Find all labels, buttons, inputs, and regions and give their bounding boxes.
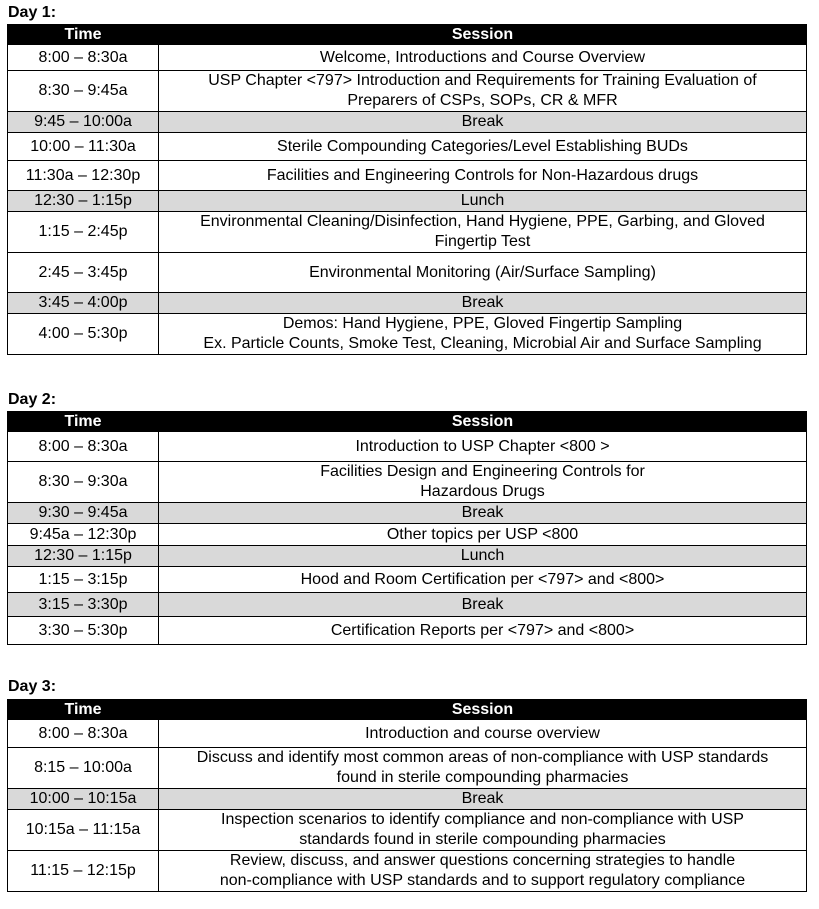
day-2-schedule-table xyxy=(7,411,807,645)
session-cell xyxy=(159,71,807,112)
table-row xyxy=(8,314,807,355)
session-text: Introduction and course overview xyxy=(365,724,600,742)
session-text-line-2: standards found in sterile compounding pharmacies xyxy=(299,831,666,848)
table-row xyxy=(8,253,807,293)
time-cell: 10:00 – 11:30a xyxy=(8,133,159,161)
time-cell: 8:30 – 9:30a xyxy=(8,462,159,503)
session-text-line-2: found in sterile compounding pharmacies xyxy=(336,769,629,786)
time-cell: 11:30a – 12:30p xyxy=(8,161,159,191)
session-text: Demos: Hand Hygiene, PPE, Gloved Fingertip Sampling xyxy=(282,315,683,332)
table-row xyxy=(8,112,807,133)
session-cell xyxy=(159,133,807,161)
time-cell: 8:00 – 8:30a xyxy=(8,432,159,462)
day-1-schedule-table xyxy=(7,24,807,355)
table-row xyxy=(8,462,807,503)
session-cell xyxy=(159,191,807,212)
table-row xyxy=(8,212,807,253)
session-cell xyxy=(159,593,807,617)
time-column-header: Time xyxy=(8,412,159,432)
session-cell xyxy=(159,810,807,851)
session-text: Review, discuss, and answer questions concerning strategies to handle xyxy=(229,852,736,869)
time-column-header: Time xyxy=(8,25,159,45)
session-cell xyxy=(159,314,807,355)
time-cell: 1:15 – 3:15p xyxy=(8,567,159,593)
session-cell xyxy=(159,546,807,567)
table-row xyxy=(8,524,807,546)
time-cell: 3:45 – 4:00p xyxy=(8,293,159,314)
header-row xyxy=(8,412,807,432)
session-text: Hood and Room Certification per <797> and <800> xyxy=(300,570,665,588)
session-cell xyxy=(159,567,807,593)
day-1-label: Day 1: xyxy=(8,4,57,21)
session-cell xyxy=(159,112,807,133)
session-text: Break xyxy=(461,595,504,613)
time-cell: 12:30 – 1:15p xyxy=(8,546,159,567)
session-column-header: Session xyxy=(159,412,807,432)
session-cell xyxy=(159,45,807,71)
session-cell xyxy=(159,293,807,314)
session-text: USP Chapter <797> Introduction and Requirements for Training Evaluation of xyxy=(208,72,757,89)
session-text: Environmental Cleaning/Disinfection, Hand Hygiene, PPE, Garbing, and Gloved xyxy=(200,213,765,230)
session-text: Facilities and Engineering Controls for Non-Hazardous drugs xyxy=(266,166,699,184)
session-text: Certification Reports per <797> and <800> xyxy=(330,621,635,639)
time-cell: 11:15 – 12:15p xyxy=(8,851,159,892)
time-cell: 8:00 – 8:30a xyxy=(8,720,159,748)
table-row xyxy=(8,720,807,748)
time-cell: 9:45a – 12:30p xyxy=(8,524,159,546)
session-text: Introduction to USP Chapter <800 > xyxy=(355,437,610,455)
time-cell: 8:15 – 10:00a xyxy=(8,748,159,789)
session-text: Break xyxy=(461,294,504,311)
table-row xyxy=(8,546,807,567)
session-cell xyxy=(159,253,807,293)
session-text: Welcome, Introductions and Course Overview xyxy=(319,48,646,66)
time-cell: 9:30 – 9:45a xyxy=(8,503,159,524)
time-cell: 10:15a – 11:15a xyxy=(8,810,159,851)
table-row xyxy=(8,789,807,810)
table-row xyxy=(8,293,807,314)
table-row xyxy=(8,567,807,593)
session-cell xyxy=(159,161,807,191)
session-cell xyxy=(159,720,807,748)
day-2-label: Day 2: xyxy=(8,391,57,408)
session-cell xyxy=(159,503,807,524)
session-column-header: Session xyxy=(159,700,807,720)
session-cell xyxy=(159,212,807,253)
table-row xyxy=(8,45,807,71)
table-row xyxy=(8,191,807,212)
time-cell: 9:45 – 10:00a xyxy=(8,112,159,133)
table-row xyxy=(8,810,807,851)
time-cell: 4:00 – 5:30p xyxy=(8,314,159,355)
time-cell: 10:00 – 10:15a xyxy=(8,789,159,810)
time-column-header: Time xyxy=(8,700,159,720)
session-text: Facilities Design and Engineering Controls for xyxy=(320,463,645,480)
session-text-line-2: Preparers of CSPs, SOPs, CR & MFR xyxy=(347,92,618,109)
table-row xyxy=(8,593,807,617)
session-cell xyxy=(159,524,807,546)
session-text-line-2: non-compliance with USP standards and to support regulatory compliance xyxy=(219,872,746,889)
session-text-line-2: Fingertip Test xyxy=(434,233,531,250)
table-row xyxy=(8,161,807,191)
session-column-header: Session xyxy=(159,25,807,45)
session-cell xyxy=(159,851,807,892)
time-cell: 3:30 – 5:30p xyxy=(8,617,159,645)
session-cell xyxy=(159,748,807,789)
session-text: Break xyxy=(461,790,504,807)
session-text: Lunch xyxy=(460,547,505,564)
table-row xyxy=(8,748,807,789)
session-text: Discuss and identify most common areas of non-compliance with USP standards xyxy=(196,749,769,766)
time-cell: 2:45 – 3:45p xyxy=(8,253,159,293)
session-text: Break xyxy=(461,504,504,521)
time-cell: 12:30 – 1:15p xyxy=(8,191,159,212)
session-text: Lunch xyxy=(460,192,505,209)
time-cell: 3:15 – 3:30p xyxy=(8,593,159,617)
session-text-line-2: Hazardous Drugs xyxy=(420,483,545,500)
header-row xyxy=(8,25,807,45)
session-cell xyxy=(159,789,807,810)
table-row xyxy=(8,71,807,112)
time-cell: 8:00 – 8:30a xyxy=(8,45,159,71)
header-row xyxy=(8,700,807,720)
table-row xyxy=(8,432,807,462)
day-3-label: Day 3: xyxy=(8,678,57,695)
table-row xyxy=(8,617,807,645)
session-text: Sterile Compounding Categories/Level Establishing BUDs xyxy=(277,137,688,155)
session-text: Other topics per USP <800 xyxy=(386,525,579,543)
time-cell: 8:30 – 9:45a xyxy=(8,71,159,112)
session-text-line-2: Ex. Particle Counts, Smoke Test, Cleaning, Microbial Air and Surface Sampling xyxy=(203,335,762,352)
day-3-schedule-table xyxy=(7,699,807,892)
session-cell xyxy=(159,617,807,645)
session-cell xyxy=(159,462,807,503)
time-cell: 1:15 – 2:45p xyxy=(8,212,159,253)
table-row xyxy=(8,851,807,892)
table-row xyxy=(8,503,807,524)
session-cell xyxy=(159,432,807,462)
session-text: Break xyxy=(461,113,504,130)
session-text: Inspection scenarios to identify compliance and non-compliance with USP xyxy=(221,811,744,828)
table-row xyxy=(8,133,807,161)
session-text: Environmental Monitoring (Air/Surface Sampling) xyxy=(309,263,656,281)
